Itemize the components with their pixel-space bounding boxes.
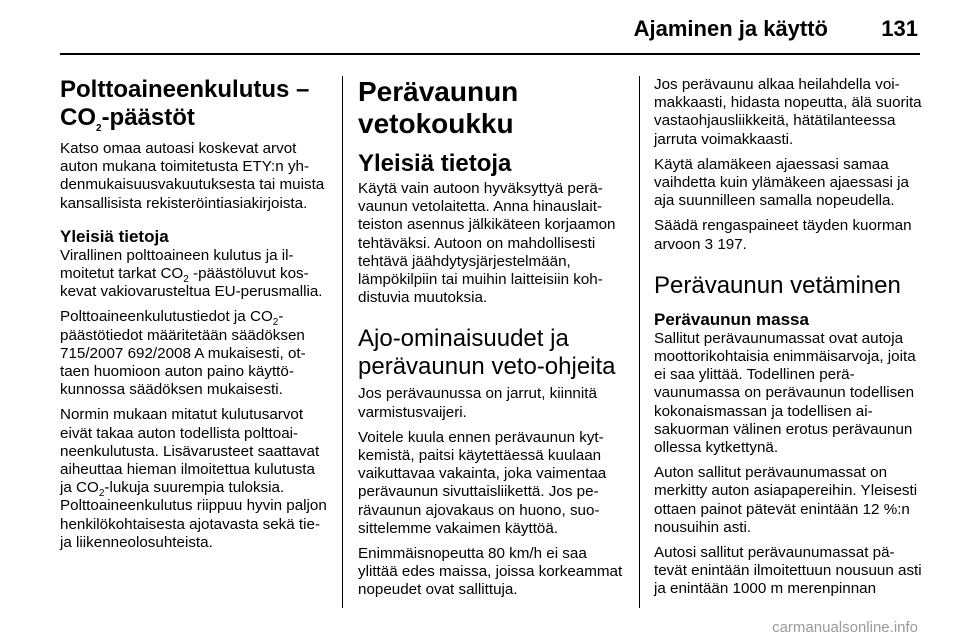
column-divider <box>639 76 640 608</box>
paragraph: Sallitut perävaunumassat ovat autoja moottorikohtaisia enimmäisarvoja, joita ei saa ylittää. Todellinen perävaunumassa on perävaunun todellisen kokonaismassan ja todellisen aisakuorman välinen erotus perävaunun ollessa kytkettynä. <box>654 329 916 457</box>
paragraph: Polttoaineenkulutustiedot ja $CO_2$-päästötiedot määritetään säädöksen 715/2007 692/2008 A mukaisesti, ottaen huomioon auton paino käyttökunnossa säädöksen mukaisesti. <box>60 308 306 399</box>
paragraph: Auton sallitut perävaunumassat on merkitty auton asiapapereihin. Yleisesti ottaen painot pätevät enintään 12 %:n nousuihin asti. <box>654 464 918 536</box>
paragraph: Jos perävaunussa on jarrut, kiinnitä varmistusvaijeri. <box>358 385 597 421</box>
paragraph: Käytä vain autoon hyväksyttyä perävaunun vetolaitetta. Anna hinauslaitteiston asennus jälkikäteen korjaamon tehtäväksi. Autoon on mahdollisesti tehtävä jäähdytysjärjestelmään, lämpökilpiin tai muihin laitteisiin kohdistuvia muutoksia. <box>358 180 616 307</box>
subheading-general-info: Yleisiä tietoja <box>358 150 512 177</box>
paragraph: Voitele kuula ennen perävaunun kytkemistä, paitsi käytettäessä kuulaan vaikuttavaa vakainta, joka vaimentaa perävaunun sivuttaisliikettä. Jos perävaunun ajovakaus on huono, suosittelemme vakaimen käyttöä. <box>358 428 607 537</box>
paragraph: Normin mukaan mitatut kulutusarvot eivät takaa auton todellista polttoaineenkulutusta. Lisävarusteet saattavat aiheuttaa hieman ilmoitettua kulutusta ja $CO_2$-lukuja suurempia tuloksia. Polttoaineenkulutus riippuu hyvin paljon henkilökohtaisesta ajotavasta sekä tie- ja liikenneolosuhteista. <box>60 406 327 551</box>
page-reference-arrow-icon[interactable]: 3 <box>704 235 714 253</box>
paragraph: Enimmäisnopeutta 80 km/h ei saa ylittää edes maissa, joissa korkeammat nopeudet ovat sallittuja. <box>358 545 623 599</box>
section-heading-towbar: Perävaunun vetokoukku <box>358 76 519 139</box>
paragraph: Katso omaa autoasi koskevat arvot auton mukana toimitetusta ETY:n yhdenmukaisuusvakuutuksesta tai muista kansallisista rekisteröintiasiakirjoista. <box>60 140 325 212</box>
section-heading-fuel-consumption: Polttoaineenkulutus – $CO_2$-päästöt <box>60 76 310 134</box>
header-rule <box>60 53 920 55</box>
watermark: carmanualsonline.info <box>772 619 918 636</box>
paragraph: Jos perävaunu alkaa heilahdella voimakkaasti, hidasta nopeutta, älä suorita vastaohjausliikkeitä, hätätilanteessa jarruta voimakkaasti. <box>654 76 922 148</box>
paragraph: Säädä rengaspaineet täyden kuorman arvoon 3 197. <box>654 217 912 253</box>
section-heading-driving-characteristics: Ajo-ominaisuudet ja perävaunun veto-ohjeita <box>358 325 616 381</box>
page-header-title: Ajaminen ja käyttö <box>633 16 828 41</box>
column-2 <box>358 76 623 607</box>
subheading-general-info: Yleisiä tietoja <box>60 226 169 246</box>
page-number: 131 <box>881 16 918 41</box>
paragraph: Autosi sallitut perävaunumassat pätevät enintään ilmoitettuun nousuun asti ja enintään 1000 m merenpinnan <box>654 544 922 598</box>
column-divider <box>342 76 343 608</box>
section-heading-trailer-towing: Perävaunun vetäminen <box>654 271 901 299</box>
column-1 <box>60 76 328 559</box>
column-3 <box>654 76 922 606</box>
subheading-trailer-mass: Perävaunun massa <box>654 309 809 329</box>
paragraph: Virallinen polttoaineen kulutus ja ilmoitetut tarkat $CO_2$ -päästöluvut koskevat vakiovarusteltua EU-perusmallia. <box>60 246 323 301</box>
paragraph: Käytä alamäkeen ajaessasi samaa vaihdetta kuin ylämäkeen ajaessasi ja aja suunnilleen samalla nopeudella. <box>654 155 909 210</box>
